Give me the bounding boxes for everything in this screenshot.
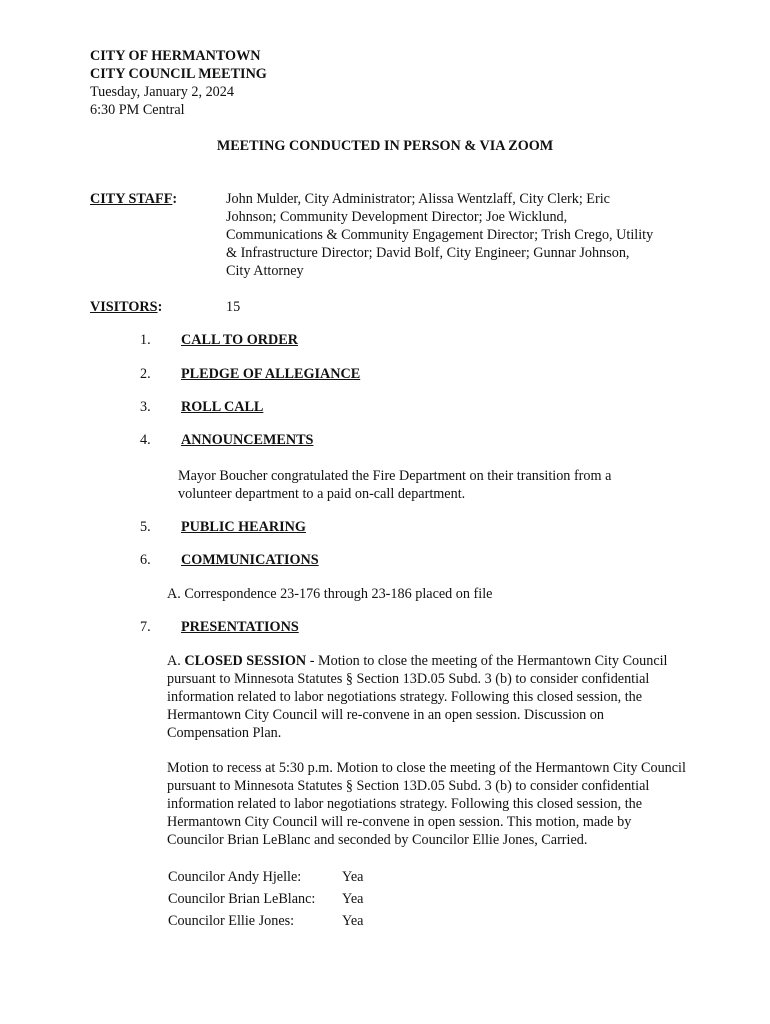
closed-session-prefix: A. [167,653,185,669]
agenda-num: 1. [140,332,151,348]
agenda-num: 3. [140,399,151,415]
communications-text: A. Correspondence 23-176 through 23-186 placed on file [167,586,493,602]
header-city: CITY OF HERMANTOWN [90,48,261,64]
header-date: Tuesday, January 2, 2024 [90,84,234,100]
header-time: 6:30 PM Central [90,102,185,118]
agenda-title-pledge: PLEDGE OF ALLEGIANCE [181,366,361,382]
visitors-label-wrap [90,298,162,316]
vote-name: Councilor Ellie Jones: [168,913,295,929]
agenda-num: 7. [140,619,151,635]
agenda-num: 6. [140,552,151,568]
vote-name: Councilor Brian LeBlanc: [168,891,316,907]
agenda-num: 4. [140,432,151,448]
visitors-count: 15 [226,299,241,315]
vote-value: Yea [342,913,364,929]
vote-name: Councilor Andy Hjelle: [168,869,302,885]
vote-value: Yea [342,891,364,907]
staff-list: John Mulder, City Administrator; Alissa Wentzlaff, City Clerk; Eric Johnson; Community Development Director; Joe Wicklund, Communications & Community Engagement Director; Trish Crego, Utility & Infrastructure Director; David Bolf, City Engineer; Gunnar Johnson, City Attorney [226,191,654,279]
agenda-title-public-hearing: PUBLIC HEARING [181,519,306,535]
visitors-label: VISITORS [90,299,158,315]
vote-value: Yea [342,869,364,885]
announcement-text: Mayor Boucher congratulated the Fire Department on their transition from a volunteer department to a paid on-call department. [178,468,612,502]
agenda-num: 2. [140,366,151,382]
agenda-title-announcements: ANNOUNCEMENTS [181,432,314,448]
staff-label-wrap [90,190,177,208]
visitors-colon: : [157,299,163,315]
meeting-subtitle: MEETING CONDUCTED IN PERSON & VIA ZOOM [216,138,554,154]
closed-session-heading: CLOSED SESSION [184,653,307,669]
agenda-num: 5. [140,519,151,535]
header-meeting: CITY COUNCIL MEETING [90,66,267,82]
motion-paragraph: Motion to recess at 5:30 p.m. Motion to close the meeting of the Hermantown City Council pursuant to Minnesota Statutes § Section 13D.05 Subd. 3 (b) to consider confidential information related to labor negotiations strategy. Following this closed session, the Hermantown City Council will re-convene in open session. This motion, made by Councilor Brian LeBlanc and seconded by Councilor Ellie Jones, Carried. [167,760,686,848]
agenda-title-communications: COMMUNICATIONS [181,552,319,568]
staff-label: CITY STAFF [90,191,173,207]
agenda-title-call-to-order: CALL TO ORDER [181,332,298,348]
agenda-title-presentations: PRESENTATIONS [181,619,299,635]
closed-session-paragraph [167,652,679,742]
staff-colon: : [172,191,178,207]
agenda-title-roll-call: ROLL CALL [181,399,264,415]
closed-session-text: - Motion to close the meeting of the Hermantown City Council pursuant to Minnesota Statutes § Section 13D.05 Subd. 3 (b) to consider confidential information related to labor negotiations strategy. Following this closed session, the Hermantown City Council will re-convene in an open session. Discussion on Compensation Plan. [167,653,668,741]
